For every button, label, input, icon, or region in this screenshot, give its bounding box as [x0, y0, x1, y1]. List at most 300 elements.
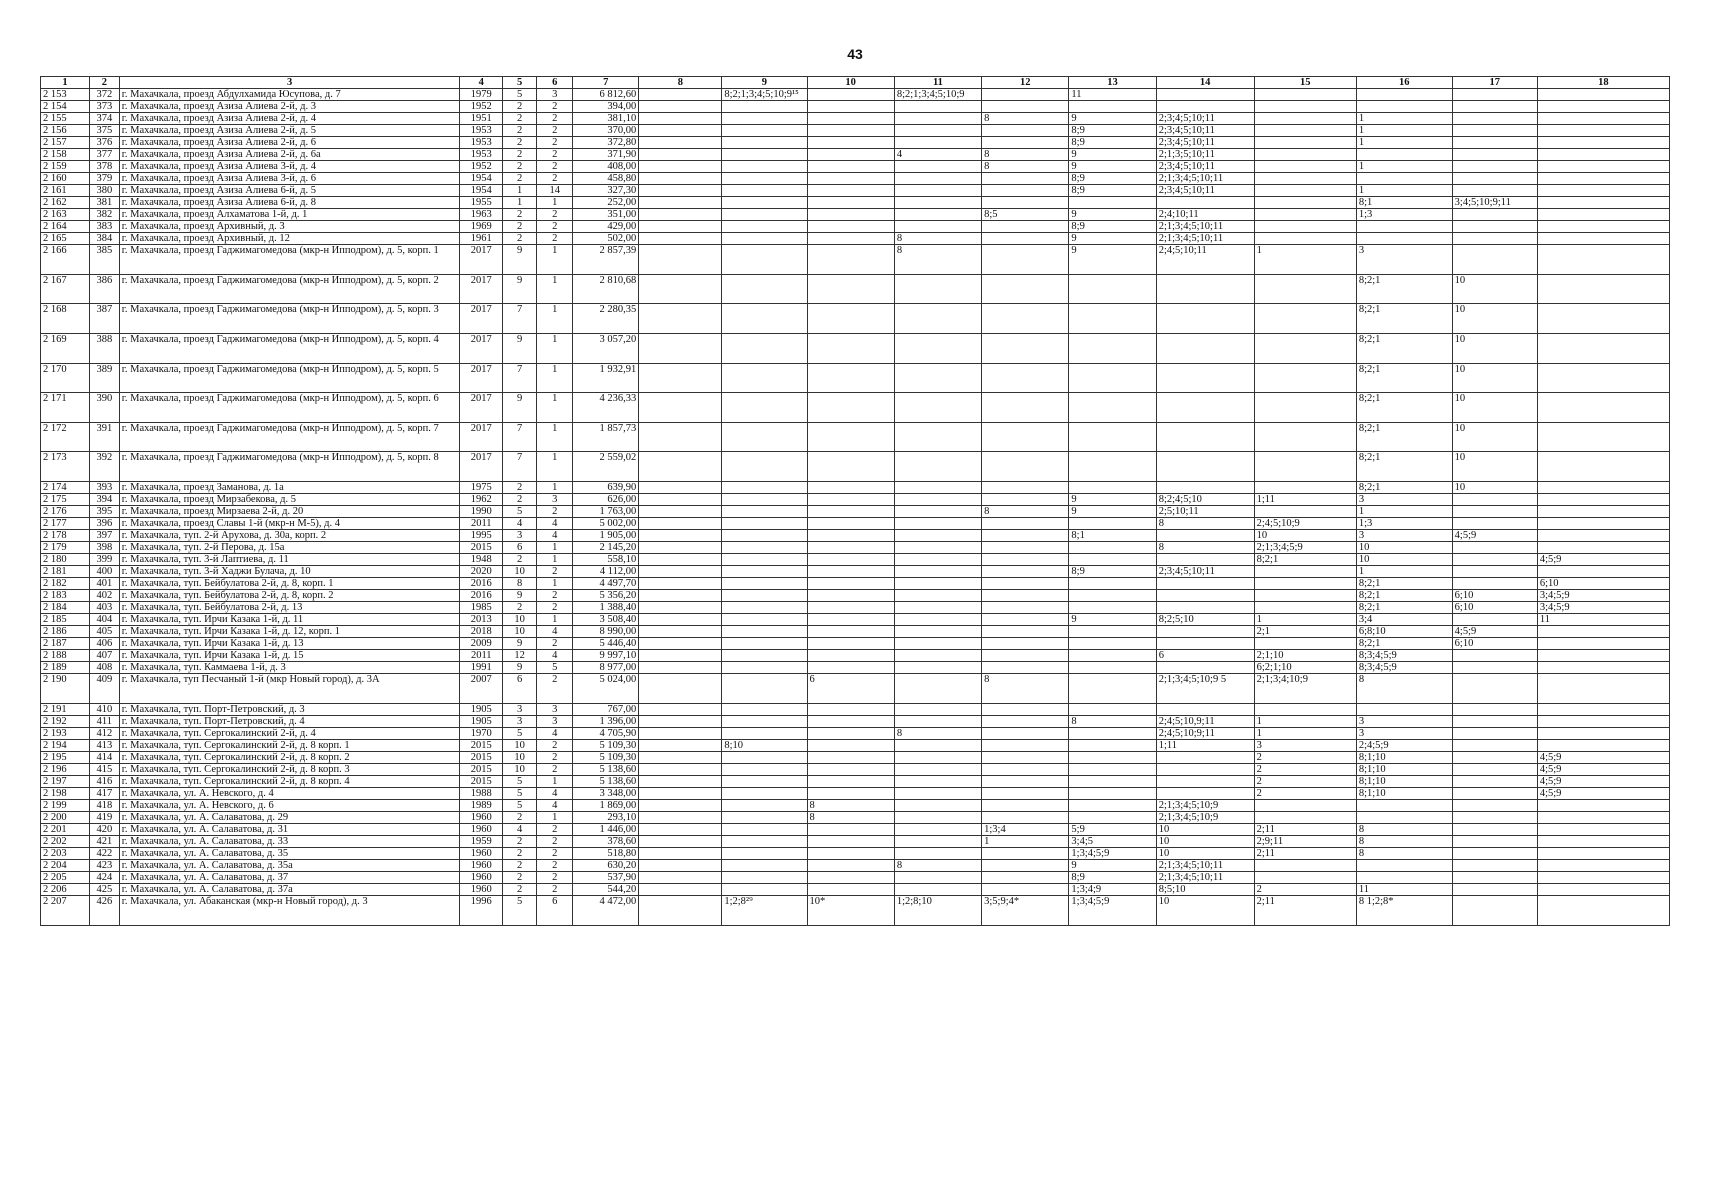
- cell-col-13: 5;9: [1069, 823, 1156, 835]
- cell-col-11: [894, 363, 981, 393]
- cell-col-6: 1: [537, 811, 573, 823]
- cell-col-9: [722, 173, 807, 185]
- cell-col-17: [1452, 578, 1537, 590]
- cell-col-15: 2;1;10: [1254, 650, 1356, 662]
- table-row: [41, 674, 1670, 704]
- cell-col-5: 2: [503, 811, 537, 823]
- cell-col-7: 5 356,20: [573, 590, 639, 602]
- cell-col-15: [1254, 481, 1356, 493]
- cell-col-4: 1970: [460, 727, 503, 739]
- cell-col-7: 351,00: [573, 209, 639, 221]
- cell-col-13: [1069, 775, 1156, 787]
- cell-col-18: [1537, 872, 1669, 884]
- cell-col-1: 2 188: [41, 650, 90, 662]
- cell-col-13: 9: [1069, 493, 1156, 505]
- cell-col-17: [1452, 554, 1537, 566]
- cell-col-12: [982, 173, 1069, 185]
- cell-col-16: 8: [1356, 823, 1452, 835]
- cell-col-7: 502,00: [573, 233, 639, 245]
- cell-col-11: [894, 775, 981, 787]
- cell-col-5: 4: [503, 518, 537, 530]
- cell-col-7: 3 057,20: [573, 334, 639, 364]
- cell-col-18: [1537, 493, 1669, 505]
- cell-col-17: [1452, 506, 1537, 518]
- cell-col-5: 7: [503, 363, 537, 393]
- cell-col-10: [807, 221, 894, 233]
- cell-col-14: 2;3;4;5;10;11: [1156, 137, 1254, 149]
- cell-col-6: 2: [537, 233, 573, 245]
- table-row: [41, 149, 1670, 161]
- cell-col-8: [639, 787, 722, 799]
- cell-col-6: 2: [537, 113, 573, 125]
- cell-col-15: [1254, 137, 1356, 149]
- table-row: [41, 739, 1670, 751]
- cell-col-7: 381,10: [573, 113, 639, 125]
- cell-col-2: 384: [89, 233, 119, 245]
- cell-col-16: 8;2;1: [1356, 452, 1452, 482]
- cell-col-7: 544,20: [573, 884, 639, 896]
- cell-col-11: [894, 209, 981, 221]
- cell-col-13: [1069, 727, 1156, 739]
- cell-col-2: 386: [89, 274, 119, 304]
- cell-col-2: 399: [89, 554, 119, 566]
- cell-col-11: [894, 715, 981, 727]
- cell-col-6: 2: [537, 149, 573, 161]
- cell-col-7: 639,90: [573, 481, 639, 493]
- cell-col-17: [1452, 245, 1537, 275]
- table-row: [41, 787, 1670, 799]
- cell-col-6: 2: [537, 125, 573, 137]
- cell-col-5: 3: [503, 715, 537, 727]
- cell-col-8: [639, 221, 722, 233]
- cell-col-1: 2 157: [41, 137, 90, 149]
- cell-col-6: 2: [537, 173, 573, 185]
- cell-col-13: 9: [1069, 149, 1156, 161]
- cell-col-7: 2 559,02: [573, 452, 639, 482]
- cell-col-5: 8: [503, 578, 537, 590]
- cell-col-18: [1537, 101, 1669, 113]
- cell-col-14: 10: [1156, 848, 1254, 860]
- cell-col-17: 4;5;9: [1452, 530, 1537, 542]
- cell-col-6: 2: [537, 884, 573, 896]
- cell-col-15: [1254, 799, 1356, 811]
- cell-col-8: [639, 185, 722, 197]
- cell-col-16: [1356, 703, 1452, 715]
- cell-col-8: [639, 101, 722, 113]
- cell-col-16: [1356, 860, 1452, 872]
- cell-col-11: [894, 101, 981, 113]
- cell-col-16: 8 1;2;8*: [1356, 896, 1452, 926]
- cell-col-9: [722, 149, 807, 161]
- cell-col-18: [1537, 506, 1669, 518]
- cell-col-8: [639, 422, 722, 452]
- cell-col-9: [722, 848, 807, 860]
- cell-col-14: [1156, 775, 1254, 787]
- cell-col-18: [1537, 481, 1669, 493]
- cell-col-2: 415: [89, 763, 119, 775]
- cell-col-11: [894, 662, 981, 674]
- cell-col-7: 1 905,00: [573, 530, 639, 542]
- cell-col-13: [1069, 101, 1156, 113]
- cell-col-4: 1960: [460, 860, 503, 872]
- cell-col-3: г. Махачкала, проезд Гаджимагомедова (мкр-н Ипподром), д. 5, корп. 7: [119, 422, 460, 452]
- cell-col-18: 3;4;5;9: [1537, 590, 1669, 602]
- cell-col-12: [982, 751, 1069, 763]
- cell-col-2: 422: [89, 848, 119, 860]
- cell-col-5: 5: [503, 787, 537, 799]
- cell-col-4: 1960: [460, 884, 503, 896]
- cell-col-17: [1452, 674, 1537, 704]
- cell-col-4: 2017: [460, 304, 503, 334]
- cell-col-12: [982, 614, 1069, 626]
- cell-col-18: [1537, 304, 1669, 334]
- cell-col-16: 3: [1356, 727, 1452, 739]
- cell-col-3: г. Махачкала, туп. Сергокалинский 2-й, д. 4: [119, 727, 460, 739]
- cell-col-16: 10: [1356, 542, 1452, 554]
- cell-col-3: г. Махачкала, ул. А. Салаватова, д. 35: [119, 848, 460, 860]
- cell-col-4: 1962: [460, 493, 503, 505]
- column-header-8: 8: [639, 77, 722, 89]
- cell-col-7: 630,20: [573, 860, 639, 872]
- cell-col-14: 2;1;3;4;5;10;11: [1156, 173, 1254, 185]
- cell-col-6: 2: [537, 872, 573, 884]
- cell-col-5: 7: [503, 304, 537, 334]
- cell-col-14: [1156, 703, 1254, 715]
- cell-col-4: 1979: [460, 89, 503, 101]
- column-header-11: 11: [894, 77, 981, 89]
- cell-col-9: [722, 197, 807, 209]
- cell-col-5: 10: [503, 626, 537, 638]
- cell-col-7: 5 002,00: [573, 518, 639, 530]
- cell-col-5: 10: [503, 614, 537, 626]
- cell-col-10: [807, 884, 894, 896]
- cell-col-5: 10: [503, 751, 537, 763]
- cell-col-10: [807, 197, 894, 209]
- cell-col-14: 6: [1156, 650, 1254, 662]
- cell-col-10: [807, 274, 894, 304]
- cell-col-5: 12: [503, 650, 537, 662]
- cell-col-14: 2;4;10;11: [1156, 209, 1254, 221]
- cell-col-5: 9: [503, 334, 537, 364]
- cell-col-8: [639, 274, 722, 304]
- cell-col-18: [1537, 221, 1669, 233]
- table-row: [41, 896, 1670, 926]
- cell-col-18: 4;5;9: [1537, 554, 1669, 566]
- cell-col-16: 8: [1356, 848, 1452, 860]
- cell-col-5: 2: [503, 137, 537, 149]
- cell-col-14: [1156, 530, 1254, 542]
- cell-col-11: [894, 221, 981, 233]
- cell-col-7: 408,00: [573, 161, 639, 173]
- cell-col-12: [982, 703, 1069, 715]
- cell-col-11: [894, 835, 981, 847]
- cell-col-1: 2 202: [41, 835, 90, 847]
- cell-col-5: 2: [503, 602, 537, 614]
- cell-col-6: 3: [537, 703, 573, 715]
- cell-col-16: [1356, 149, 1452, 161]
- cell-col-11: [894, 703, 981, 715]
- cell-col-6: 4: [537, 727, 573, 739]
- cell-col-5: 7: [503, 452, 537, 482]
- cell-col-17: 10: [1452, 274, 1537, 304]
- cell-col-4: 2007: [460, 674, 503, 704]
- cell-col-14: [1156, 554, 1254, 566]
- cell-col-13: 8: [1069, 715, 1156, 727]
- table-row: [41, 763, 1670, 775]
- cell-col-6: 4: [537, 650, 573, 662]
- cell-col-7: 5 446,40: [573, 638, 639, 650]
- cell-col-6: 1: [537, 304, 573, 334]
- column-header-12: 12: [982, 77, 1069, 89]
- cell-col-1: 2 192: [41, 715, 90, 727]
- cell-col-10: [807, 626, 894, 638]
- table-row: [41, 578, 1670, 590]
- cell-col-4: 2015: [460, 542, 503, 554]
- cell-col-16: 10: [1356, 554, 1452, 566]
- cell-col-11: [894, 481, 981, 493]
- cell-col-4: 2016: [460, 590, 503, 602]
- table-row: [41, 626, 1670, 638]
- cell-col-5: 2: [503, 113, 537, 125]
- table-body: [41, 89, 1670, 926]
- cell-col-1: 2 187: [41, 638, 90, 650]
- cell-col-11: [894, 304, 981, 334]
- cell-col-3: г. Махачкала, ул. Абаканская (мкр-н Новый город), д. 3: [119, 896, 460, 926]
- cell-col-7: 371,90: [573, 149, 639, 161]
- cell-col-8: [639, 334, 722, 364]
- cell-col-18: [1537, 715, 1669, 727]
- cell-col-8: [639, 602, 722, 614]
- cell-col-5: 2: [503, 233, 537, 245]
- cell-col-16: [1356, 233, 1452, 245]
- cell-col-11: [894, 739, 981, 751]
- cell-col-9: [722, 493, 807, 505]
- cell-col-2: 393: [89, 481, 119, 493]
- cell-col-4: 2017: [460, 422, 503, 452]
- cell-col-12: [982, 590, 1069, 602]
- cell-col-7: 4 705,90: [573, 727, 639, 739]
- cell-col-2: 414: [89, 751, 119, 763]
- cell-col-8: [639, 542, 722, 554]
- cell-col-5: 2: [503, 835, 537, 847]
- cell-col-6: 2: [537, 602, 573, 614]
- cell-col-15: [1254, 197, 1356, 209]
- cell-col-17: [1452, 125, 1537, 137]
- cell-col-14: [1156, 751, 1254, 763]
- cell-col-8: [639, 233, 722, 245]
- cell-col-6: 3: [537, 89, 573, 101]
- cell-col-12: [982, 578, 1069, 590]
- cell-col-11: [894, 274, 981, 304]
- cell-col-16: 3: [1356, 493, 1452, 505]
- cell-col-9: [722, 125, 807, 137]
- cell-col-10: [807, 422, 894, 452]
- cell-col-7: 293,10: [573, 811, 639, 823]
- cell-col-10: [807, 334, 894, 364]
- cell-col-4: 1963: [460, 209, 503, 221]
- cell-col-13: [1069, 554, 1156, 566]
- cell-col-15: [1254, 452, 1356, 482]
- cell-col-8: [639, 137, 722, 149]
- cell-col-3: г. Махачкала, проезд Гаджимагомедова (мкр-н Ипподром), д. 5, корп. 3: [119, 304, 460, 334]
- cell-col-3: г. Махачкала, проезд Азиза Алиева 2-й, д. 6а: [119, 149, 460, 161]
- cell-col-6: 1: [537, 452, 573, 482]
- cell-col-9: 1;2;8²⁹: [722, 896, 807, 926]
- cell-col-17: [1452, 751, 1537, 763]
- cell-col-18: [1537, 739, 1669, 751]
- cell-col-16: 1: [1356, 185, 1452, 197]
- cell-col-9: [722, 787, 807, 799]
- cell-col-6: 4: [537, 799, 573, 811]
- cell-col-12: [982, 393, 1069, 423]
- table-row: [41, 715, 1670, 727]
- cell-col-5: 2: [503, 872, 537, 884]
- cell-col-7: 5 109,30: [573, 751, 639, 763]
- cell-col-9: [722, 715, 807, 727]
- cell-col-5: 9: [503, 662, 537, 674]
- cell-col-15: [1254, 89, 1356, 101]
- cell-col-15: [1254, 125, 1356, 137]
- cell-col-1: 2 190: [41, 674, 90, 704]
- cell-col-3: г. Махачкала, туп. Бейбулатова 2-й, д. 8, корп. 2: [119, 590, 460, 602]
- cell-col-13: [1069, 197, 1156, 209]
- cell-col-17: [1452, 799, 1537, 811]
- cell-col-3: г. Махачкала, туп. Бейбулатова 2-й, д. 8, корп. 1: [119, 578, 460, 590]
- cell-col-18: 11: [1537, 614, 1669, 626]
- cell-col-6: 2: [537, 506, 573, 518]
- cell-col-14: 8: [1156, 518, 1254, 530]
- table-row: [41, 614, 1670, 626]
- cell-col-14: [1156, 763, 1254, 775]
- cell-col-17: [1452, 89, 1537, 101]
- cell-col-5: 10: [503, 763, 537, 775]
- cell-col-16: 1: [1356, 125, 1452, 137]
- cell-col-10: [807, 823, 894, 835]
- cell-col-13: [1069, 363, 1156, 393]
- cell-col-4: 1996: [460, 896, 503, 926]
- cell-col-15: 2: [1254, 775, 1356, 787]
- cell-col-17: [1452, 137, 1537, 149]
- cell-col-15: 1: [1254, 727, 1356, 739]
- cell-col-8: [639, 578, 722, 590]
- cell-col-1: 2 195: [41, 751, 90, 763]
- cell-col-1: 2 173: [41, 452, 90, 482]
- cell-col-3: г. Махачкала, проезд Гаджимагомедова (мкр-н Ипподром), д. 5, корп. 5: [119, 363, 460, 393]
- cell-col-9: 8;10: [722, 739, 807, 751]
- cell-col-16: 8: [1356, 835, 1452, 847]
- cell-col-16: 1: [1356, 113, 1452, 125]
- cell-col-14: 2;4;5;10;9;11: [1156, 727, 1254, 739]
- cell-col-8: [639, 518, 722, 530]
- cell-col-1: 2 201: [41, 823, 90, 835]
- cell-col-14: 2;3;4;5;10;11: [1156, 161, 1254, 173]
- cell-col-10: [807, 638, 894, 650]
- cell-col-14: 2;1;3;4;5;10;11: [1156, 872, 1254, 884]
- cell-col-15: 8;2;1: [1254, 554, 1356, 566]
- cell-col-13: [1069, 578, 1156, 590]
- cell-col-17: [1452, 614, 1537, 626]
- cell-col-17: [1452, 715, 1537, 727]
- cell-col-16: [1356, 101, 1452, 113]
- cell-col-13: [1069, 518, 1156, 530]
- cell-col-17: 6;10: [1452, 638, 1537, 650]
- cell-col-17: [1452, 101, 1537, 113]
- cell-col-1: 2 183: [41, 590, 90, 602]
- cell-col-12: 8;5: [982, 209, 1069, 221]
- table-row: [41, 393, 1670, 423]
- cell-col-7: 1 396,00: [573, 715, 639, 727]
- cell-col-16: [1356, 872, 1452, 884]
- cell-col-14: 8;2;4;5;10: [1156, 493, 1254, 505]
- cell-col-10: [807, 578, 894, 590]
- cell-col-13: 9: [1069, 209, 1156, 221]
- cell-col-4: 1905: [460, 703, 503, 715]
- cell-col-3: г. Махачкала, туп. Сергокалинский 2-й, д. 8 корп. 2: [119, 751, 460, 763]
- cell-col-14: 2;1;3;4;5;10;9: [1156, 799, 1254, 811]
- cell-col-4: 2011: [460, 518, 503, 530]
- cell-col-7: 8 990,00: [573, 626, 639, 638]
- cell-col-7: 394,00: [573, 101, 639, 113]
- cell-col-7: 5 109,30: [573, 739, 639, 751]
- cell-col-12: 8: [982, 674, 1069, 704]
- table-row: [41, 304, 1670, 334]
- cell-col-9: [722, 823, 807, 835]
- cell-col-9: [722, 481, 807, 493]
- cell-col-12: [982, 197, 1069, 209]
- cell-col-18: [1537, 823, 1669, 835]
- cell-col-1: 2 179: [41, 542, 90, 554]
- cell-col-8: [639, 614, 722, 626]
- cell-col-2: 423: [89, 860, 119, 872]
- cell-col-10: [807, 739, 894, 751]
- table-row: [41, 481, 1670, 493]
- cell-col-12: [982, 638, 1069, 650]
- cell-col-4: 1995: [460, 530, 503, 542]
- cell-col-9: [722, 334, 807, 364]
- cell-col-18: 6;10: [1537, 578, 1669, 590]
- table-row: [41, 751, 1670, 763]
- table-row: [41, 209, 1670, 221]
- cell-col-11: [894, 452, 981, 482]
- cell-col-9: [722, 113, 807, 125]
- cell-col-7: 6 812,60: [573, 89, 639, 101]
- cell-col-1: 2 185: [41, 614, 90, 626]
- cell-col-3: г. Махачкала, проезд Заманова, д. 1а: [119, 481, 460, 493]
- table-row: [41, 125, 1670, 137]
- cell-col-2: 407: [89, 650, 119, 662]
- cell-col-7: 1 869,00: [573, 799, 639, 811]
- cell-col-1: 2 180: [41, 554, 90, 566]
- cell-col-18: 4;5;9: [1537, 775, 1669, 787]
- cell-col-6: 4: [537, 530, 573, 542]
- cell-col-4: 2015: [460, 775, 503, 787]
- cell-col-6: 2: [537, 674, 573, 704]
- cell-col-18: [1537, 530, 1669, 542]
- cell-col-2: 401: [89, 578, 119, 590]
- table-row: [41, 566, 1670, 578]
- cell-col-1: 2 196: [41, 763, 90, 775]
- table-row: [41, 221, 1670, 233]
- cell-col-10: [807, 452, 894, 482]
- cell-col-6: 4: [537, 787, 573, 799]
- table-row: [41, 638, 1670, 650]
- cell-col-13: [1069, 799, 1156, 811]
- cell-col-18: [1537, 727, 1669, 739]
- cell-col-18: [1537, 185, 1669, 197]
- cell-col-8: [639, 650, 722, 662]
- cell-col-12: [982, 274, 1069, 304]
- cell-col-16: [1356, 799, 1452, 811]
